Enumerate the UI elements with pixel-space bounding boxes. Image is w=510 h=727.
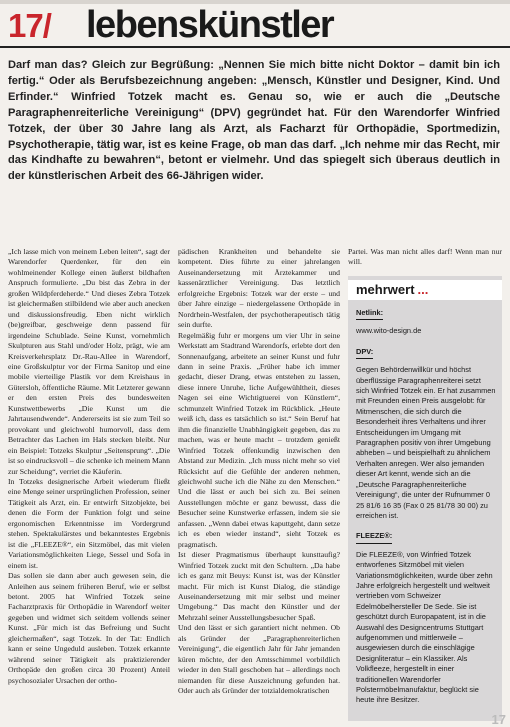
sidebar-body: [356, 308, 496, 716]
sidebar-text: Die FLEEZE®, von Winfried Totzek entworfenes Sitzmöbel mit vielen Variationsmöglichkeiten, wurde über zehn Jahre erfolgreich hergestellt und weltweit vertrieben vom Schweizer Edelmöbelhersteller De Sede. Sie ist geschützt durch Europapatent, ist in die Auswahl des Designcentrums Stuttgart aufgenommen und mittlerweile – ausgewiesen durch die einschlägige Designliteratur – ein Klassiker. Als Volkfleeze, hergestellt in einer traditionellen Warendorfer Polstermöbelmanufaktur, beglückt sie heute ihre Besitzer.: [356, 549, 493, 705]
sidebar-section-dpv: [356, 347, 496, 522]
sidebar-text: Gegen Behördenwillkür und höchst überflüssige Paragraphenreiterei setzt sich Winfried Totzek ein. Er hat zusammen mit Freunden einen Preis ausgelobt: für Mitmenschen, die sich durch die Besonderheit ihres Verhaltens und ihrer Entscheidungen im Umgang mit Paragraphen positiv von ihrer Umgebung abheben – und beispielhaft zu ähnlichem Verhalten anregen. Wer also jemanden dieser Art kennt, wende sich an die „Deutsche Paragraphenreiterliche Vereinigung“, die unter der Rufnummer 0 25 81/6 16 35 (Fax 0 25 81/78 30 00) zu erreichen ist.: [356, 365, 496, 520]
paragraph: „Ich lasse mich von meinem Leben leiten“, sagt der Warendorfer Querdenker, für den ein wohlmeinender Kollege einen äußerst bildhaften Anspruch formulierte. „Du bist das Zebra in der großen Wildpferdeherde.“ Und dieses Zebra Totzek ist gleichermaßen stilbildend wie aber auch anecken und diskussionsfreudig. Eben nicht wirklich (be)greifbar, geschweige denn passend für irgendeine Schublade. Seine Kunst, vornehmlich Skulpturen aus Stahl und/oder Holz, prägt, wie am Kreisverkehrsplatz Dr.-Rau-Allee in Warendorf, eine Großskulptur vor der Firma Sanitop und eine mobile vierteilige Plastik vor dem Kreishaus in Gütersloh, öffentliche Räume. Mit Letzterer gewann er den ersten Preis des bundesweiten Kunstwettbewerbs „Die Kunst um die Jahrtausendwende“. Andererseits ist sie zum Teil so provokant und gleichwohl humorvoll, dass dem Betrachter das Lachen im Hals stecken bleibt. Nur ein Beispiel: Totzeks Skulptur „Seitensprung“. „Die ist so eindrucksvoll – die schenke ich meinem Mann zur Scheidung“, verriet die Käuferin.: [8, 247, 170, 476]
article-column-2: [178, 247, 340, 696]
paragraph: Regelmäßig fuhr er morgens um vier Uhr in seine Werkstatt am Stadtrand Warendorfs, erlebte dort den Sonnenaufgang, arbeitete an seiner Kunst und fuhr dann in seine Praxis. „Früher habe ich immer gedacht, dieser Drang, etwas entstehen zu lassen, diese innere Unruhe, liche Aufgewühltheit, dieses Nagen sei eine Wichtigtuerei von Künstlern“, schmunzelt Winfried Totzek im Rückblick. „Heute weiß ich, dass es tatsächlich so ist.“ Sein Beruf hat ihm die finanzielle Unabhängigkeit gegeben, das zu machen, was er heute macht – trotzdem genießt Winfried Totzek offenkundig inzwischen den Abstand zur Medizin. „Ich muss nicht mehr so viel Rücksicht auf die Gefühle der anderen nehmen, gleichwohl suche ich die Nähe zu den Menschen.“ Und die lässt er auch bei sich zu. Bei seinen Ausstellungen möchte er ganz bewusst, dass die Besucher seine Kunstwerke erfassen, indem sie sie anfassen. „Wenn dabei etwas kaputtgeht, dann setze ich es eben wieder instand“, sieht Totzek es pragmatisch.: [178, 330, 340, 549]
lead-paragraph: Darf man das? Gleich zur Begrüßung: „Nennen Sie mich bitte nicht Doktor – damit bin ich fertig.“ Oder als Berufsbezeichnung angeben: „Mensch, Künstler und Designer, Kind. Und Erfinder.“ Winfried Totzek macht es. Genau so, wie er auch die „Deutsche Paragraphenreiterliche Vereinigung“ (DPV) gegründet hat. Für den Warendorfer Winfried Totzek, der über 30 Jahre lang als Arzt, als Facharzt für Orthopädie, Sportmedizin, Psychotherapie, tätig war, ist es keine Frage, ob man das darf. „Ich nehme mir das Recht, mir das Kindhafte zu bewahren“, betont er vielmehr. Und das spiegelt sich überaus deutlich in der künstlerischen Arbeit des 66-Jährigen wider.: [8, 59, 500, 183]
sidebar-title-dots: ...: [417, 282, 429, 297]
paragraph: Und den lässt er sich garantiert nicht nehmen. Ob als Gründer der „Paragraphenreiterlichen Vereinigung“, die eigentlich Jahr für Jahr jemanden küren möchte, der den Amtsschimmel vorbildlich wieder in den Stall geschoben hat – allerdings noch niemanden für diese Auszeichnung gefunden hat. Oder auch als Gründer der totzialdemokratischen: [178, 623, 340, 696]
sidebar-label: DPV:: [356, 347, 373, 359]
article-column-3: [348, 247, 502, 268]
sidebar-header: [348, 280, 502, 300]
page-number-label: 17/: [8, 7, 51, 44]
mehrwert-sidebar: [348, 276, 502, 721]
paragraph: Das sollen sie dann aber auch gewesen sein, die Anleihen aus seinem früheren Beruf, wie er selbst betont. 2005 hat Winfried Totzek seine Facharztpraxis für Orthopädie in Warendorf weiter gegeben und widmet sich seitdem vollends seiner Kunst. „Für mich ist das Befreiung und Sucht gleichermaßen“, sagt Totzek. In der Tat: Endlich kann er seine Ungeduld ausleben. Totzek erkannte während seiner Tätigkeit als praktizierender Orthopäde den großen circa 30 Prozent) Anteil psychosozialer Ursachen der ortho-: [8, 571, 170, 685]
article-column-1: [8, 247, 170, 686]
paragraph: Ist dieser Pragmatismus überhaupt kunsttaufig? Winfried Totzek zuckt mit den Schultern. „Da habe ich es ganz mit Beuys: Kunst ist, was der Künstler macht. Für mich ist Kunst Dialog, die ständige Auseinandersetzung mit mir selbst und meiner Umgebung.“ Das macht den Künstler und der Mehrzahl seiner Ausstellungsbesucher Spaß.: [178, 550, 340, 622]
sidebar-title-text: mehrwert: [356, 282, 415, 297]
paragraph: Partei. Was man nicht alles darf! Wenn man nur will.: [348, 247, 502, 267]
sidebar-label: Netlink:: [356, 308, 383, 320]
sidebar-label: FLEEZE®:: [356, 531, 392, 543]
sidebar-section-netlink: [356, 308, 496, 337]
paragraph: pädischen Krankheiten und behandelte sie kompetent. Dies führte zu einer jahrelangen Auseinandersetzung mit Ärztekammer und kassenärztlicher Vereinigung. Das letztlich erfolgreiche Ergebnis: Totzek war der erste – und über Jahre einzige – niedergelassene Orthopäde in Nordrhein-Westfalen, der psychotherapeutisch tätig sein durfte.: [178, 247, 340, 330]
netlink-url: www.wito-design.de: [356, 326, 422, 336]
page-folio: 17: [491, 712, 506, 727]
section-title: lebenskünstler: [86, 4, 334, 46]
paragraph: In Totzeks designerische Arbeit wiederum fließt eine Menge seiner ursprünglichen Profession, seiner Tätigkeit als Arzt, ein. Er entwirft Sitzobjekte, bei denen die Form der Funktion folgt und seine ergonomischen Erkenntnisse im Vordergrund stehen. Spektakulärstes und bekanntestes Ergebnis ist die „FLEEZE®“, ein Sitzmöbel, das mit vielen Variationsmöglichkeiten Liege, Sessel und Sofa in einem ist.: [8, 476, 170, 570]
sidebar-title: [356, 282, 428, 297]
header-divider: [0, 46, 510, 48]
sidebar-section-fleeze: [356, 531, 496, 706]
page-header: [0, 6, 510, 46]
